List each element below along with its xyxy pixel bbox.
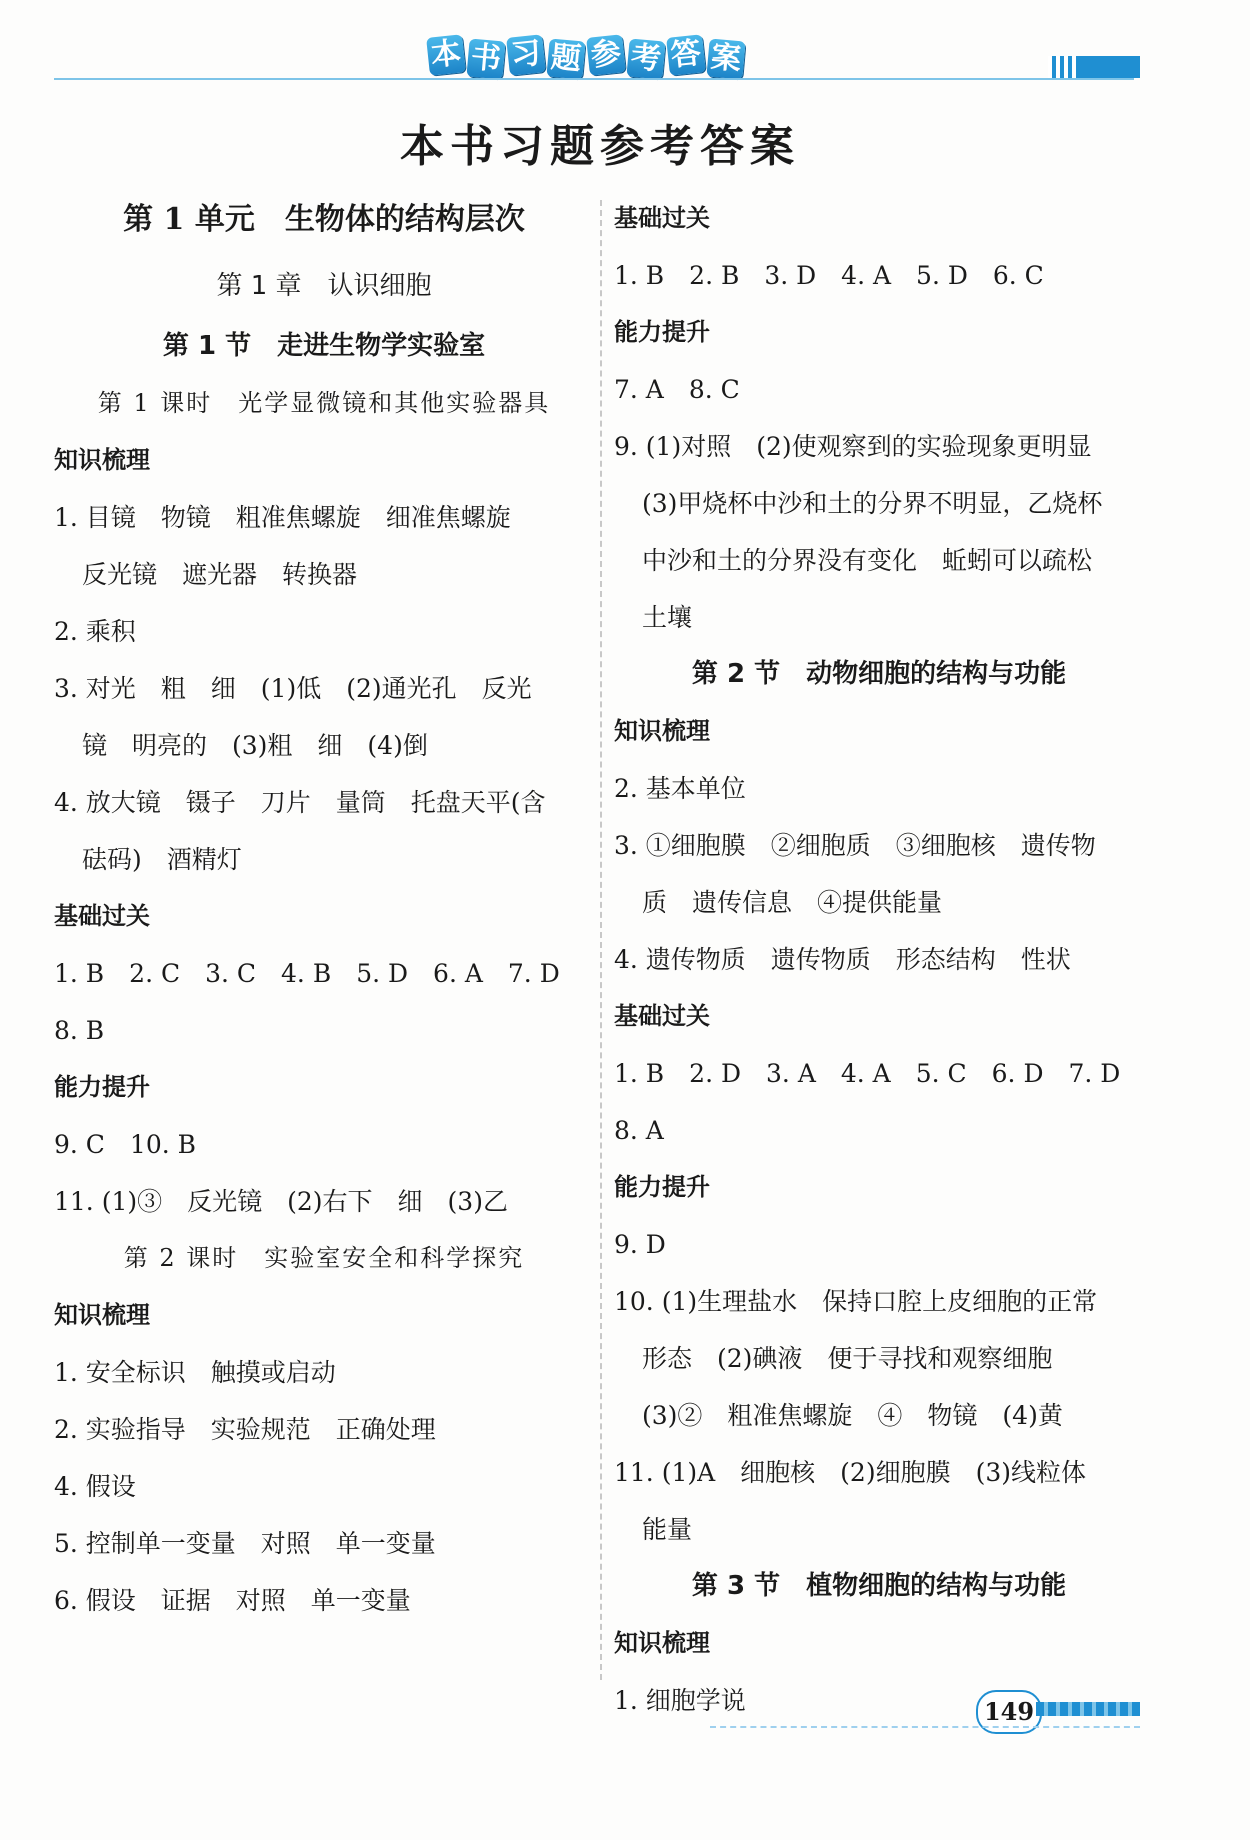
answer-line: 质 遗传信息 ④提供能量 [642,888,943,917]
answer-line: 8. A [614,1116,664,1145]
answer-line: 7. A 8. C [614,375,740,404]
section-heading: 第 3 节 植物细胞的结构与功能 [691,1571,1067,1601]
banner-char: 参 [586,34,626,76]
unit-heading: 第 1 单元 生物体的结构层次 [123,202,525,237]
category-heading: 能力提升 [614,318,710,346]
answer-line: 2. 基本单位 [614,774,746,803]
answer-line: 2. 乘积 [54,617,136,646]
answer-line: 10. (1)生理盐水 保持口腔上皮细胞的正常 [614,1287,1098,1316]
header-banner [428,36,744,80]
answer-line: 1. 目镜 物镜 粗准焦螺旋 细准焦螺旋 [54,503,511,532]
right-column [614,190,1144,1729]
lesson-heading: 第 2 课时 实验室安全和科学探究 [123,1244,525,1272]
answer-line: 9. (1)对照 (2)使观察到的实验现象更明显 [614,432,1092,461]
answer-line: 砝码) 酒精灯 [82,845,242,874]
banner-char: 书 [466,39,505,80]
page-number: 149 [976,1690,1042,1734]
answer-line: 镜 明亮的 (3)粗 细 (4)倒 [82,731,428,760]
banner-char: 题 [546,39,585,80]
lesson-heading: 第 1 课时 光学显微镜和其他实验器具 [97,389,551,417]
category-heading: 基础过关 [614,1002,710,1030]
answer-line: 1. B 2. B 3. D 4. A 5. D 6. C [614,261,1044,290]
category-heading: 知识梳理 [54,1301,150,1329]
banner-char: 习 [506,34,546,76]
footer-stripes [1036,1702,1140,1716]
chapter-heading: 第 1 章 认识细胞 [216,271,432,301]
answer-line: 4. 遗传物质 遗传物质 形态结构 性状 [614,945,1071,974]
answer-line: 1. B 2. D 3. A 4. A 5. C 6. D 7. D [614,1059,1121,1088]
answer-line: 6. 假设 证据 对照 单一变量 [54,1586,411,1615]
answer-line: 3. 对光 粗 细 (1)低 (2)通光孔 反光 [54,674,532,703]
banner-char: 考 [626,39,665,80]
answer-line: 11. (1)A 细胞核 (2)细胞膜 (3)线粒体 [614,1458,1086,1487]
category-heading: 基础过关 [54,902,150,930]
footer-rule [710,1726,1140,1728]
header-rule [54,78,1134,80]
answer-line: 8. B [54,1016,105,1045]
answer-line: 9. C 10. B [54,1130,197,1159]
answer-line: 4. 假设 [54,1472,136,1501]
category-heading: 知识梳理 [54,446,150,474]
left-column [54,190,594,1629]
answer-line: 能量 [642,1515,693,1544]
banner-char: 案 [706,39,745,80]
answer-line: (3)甲烧杯中沙和土的分界不明显，乙烧杯 [642,489,1103,518]
category-heading: 基础过关 [614,204,710,232]
answer-line: 5. 控制单一变量 对照 单一变量 [54,1529,436,1558]
answer-line: 形态 (2)碘液 便于寻找和观察细胞 [642,1344,1053,1373]
answer-line: 3. ①细胞膜 ②细胞质 ③细胞核 遗传物 [614,831,1096,860]
column-divider [600,200,602,1680]
answer-line: 1. 细胞学说 [614,1686,746,1715]
answer-line: 11. (1)③ 反光镜 (2)右下 细 (3)乙 [54,1187,508,1216]
banner-char: 本 [426,34,466,76]
category-heading: 能力提升 [614,1173,710,1201]
section-heading: 第 2 节 动物细胞的结构与功能 [691,659,1067,689]
answer-line: 1. 安全标识 触摸或启动 [54,1358,336,1387]
category-heading: 知识梳理 [614,717,710,745]
answer-line: 4. 放大镜 镊子 刀片 量筒 托盘天平(含 [54,788,546,817]
answer-line: 土壤 [642,603,693,632]
answer-line: 中沙和土的分界没有变化 蚯蚓可以疏松 [642,546,1093,575]
category-heading: 能力提升 [54,1073,150,1101]
answer-line: (3)② 粗准焦螺旋 ④ 物镜 (4)黄 [642,1401,1063,1430]
banner-char: 答 [666,34,706,76]
section-heading: 第 1 节 走进生物学实验室 [162,331,486,361]
answer-line: 9. D [614,1230,666,1259]
page-title: 本书习题参考答案 [400,121,800,172]
header-stripes [1048,56,1140,78]
answer-line: 反光镜 遮光器 转换器 [82,560,358,589]
answer-line: 2. 实验指导 实验规范 正确处理 [54,1415,436,1444]
category-heading: 知识梳理 [614,1629,710,1657]
answer-line: 1. B 2. C 3. C 4. B 5. D 6. A 7. D [54,959,560,988]
